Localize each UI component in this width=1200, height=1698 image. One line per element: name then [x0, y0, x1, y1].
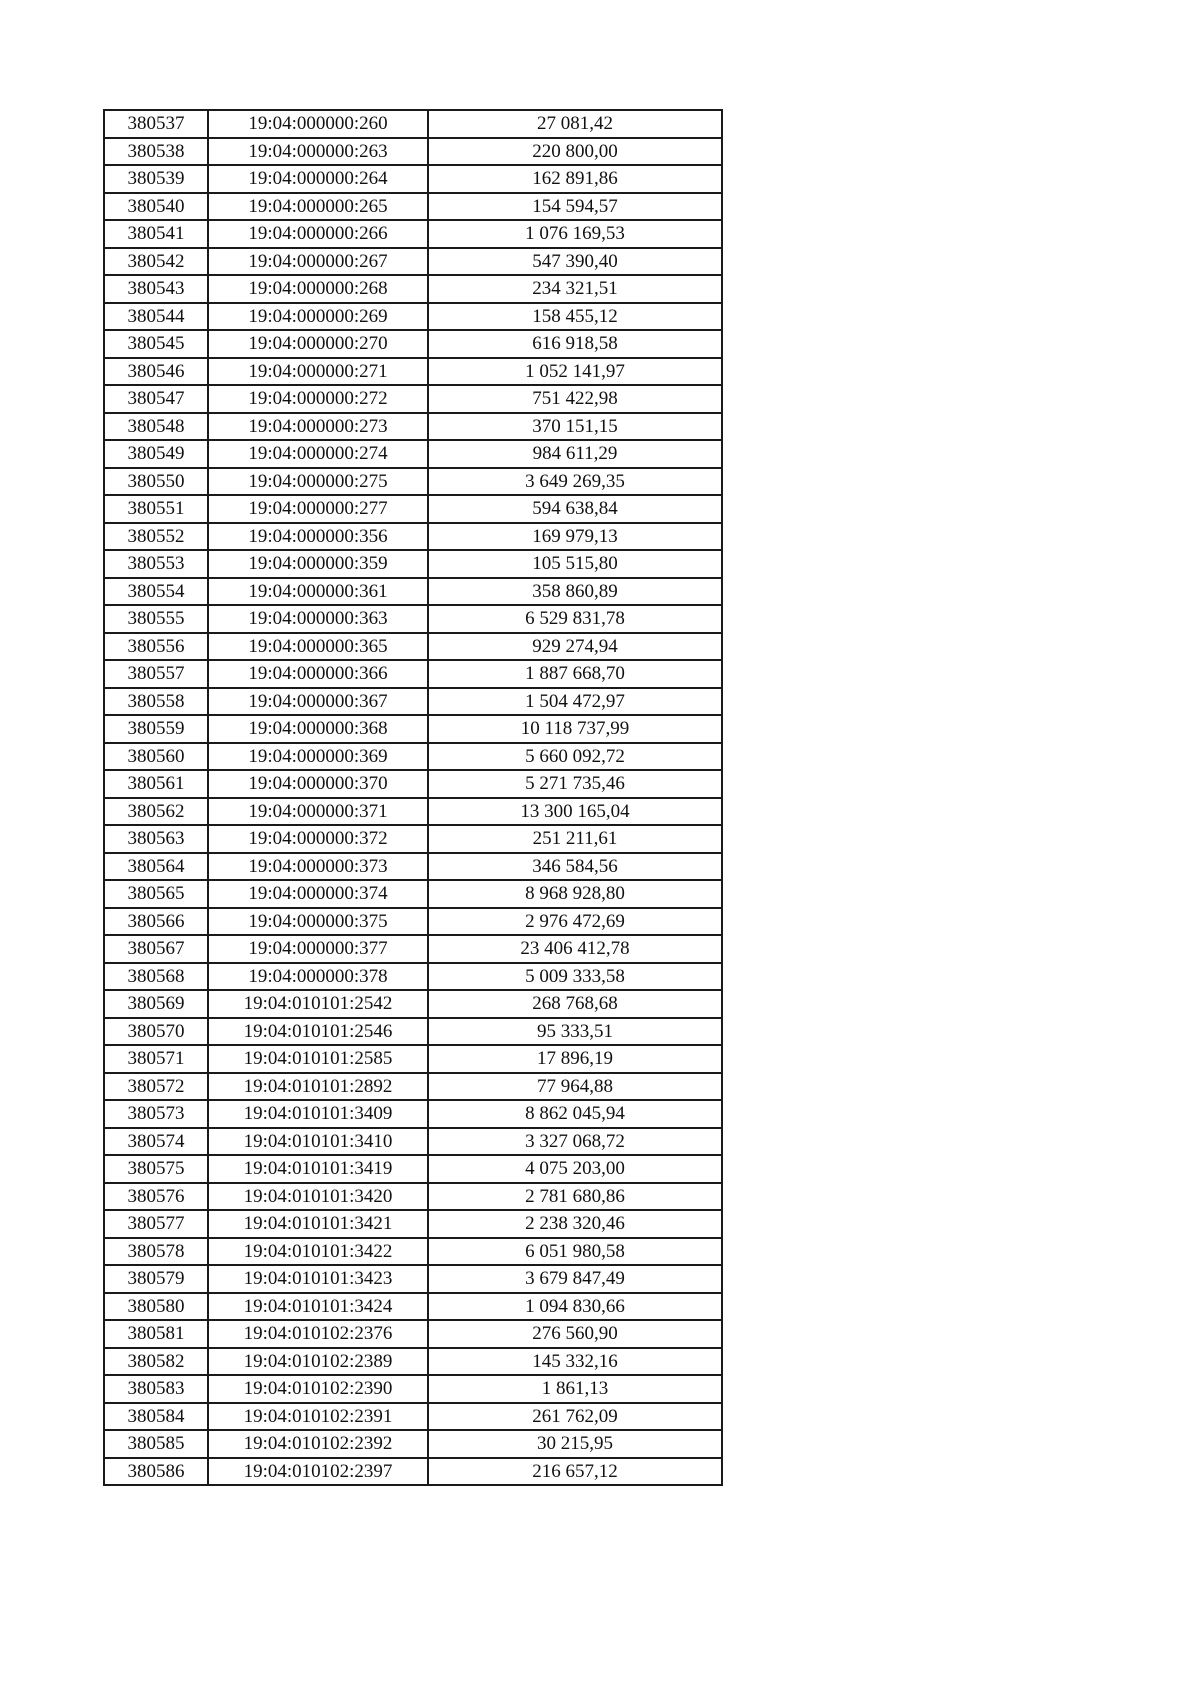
cadastral-number-cell: 19:04:010101:3410	[208, 1128, 428, 1156]
cadastral-number-cell: 19:04:000000:361	[208, 578, 428, 606]
cadastral-number-cell: 19:04:010101:3419	[208, 1155, 428, 1183]
value-cell: 162 891,86	[428, 165, 722, 193]
value-cell: 6 051 980,58	[428, 1238, 722, 1266]
cadastral-number-cell: 19:04:000000:377	[208, 935, 428, 963]
cadastral-number-cell: 19:04:010101:3422	[208, 1238, 428, 1266]
value-cell: 358 860,89	[428, 578, 722, 606]
table-row	[104, 1155, 722, 1183]
table-row	[104, 715, 722, 743]
row-number-cell: 380571	[104, 1045, 208, 1073]
table-row	[104, 688, 722, 716]
value-cell: 216 657,12	[428, 1458, 722, 1486]
table-row	[104, 1403, 722, 1431]
row-number-cell: 380552	[104, 523, 208, 551]
cadastral-number-cell: 19:04:000000:368	[208, 715, 428, 743]
row-number-cell: 380586	[104, 1458, 208, 1486]
value-cell: 105 515,80	[428, 550, 722, 578]
row-number-cell: 380543	[104, 275, 208, 303]
row-number-cell: 380540	[104, 193, 208, 221]
table-row	[104, 990, 722, 1018]
table-row	[104, 1183, 722, 1211]
cadastral-number-cell: 19:04:000000:370	[208, 770, 428, 798]
cadastral-number-cell: 19:04:000000:277	[208, 495, 428, 523]
value-cell: 13 300 165,04	[428, 798, 722, 826]
value-cell: 751 422,98	[428, 385, 722, 413]
value-cell: 547 390,40	[428, 248, 722, 276]
value-cell: 261 762,09	[428, 1403, 722, 1431]
row-number-cell: 380575	[104, 1155, 208, 1183]
cadastral-number-cell: 19:04:010102:2376	[208, 1320, 428, 1348]
row-number-cell: 380578	[104, 1238, 208, 1266]
row-number-cell: 380582	[104, 1348, 208, 1376]
row-number-cell: 380565	[104, 880, 208, 908]
table-row	[104, 1348, 722, 1376]
row-number-cell: 380551	[104, 495, 208, 523]
value-cell: 17 896,19	[428, 1045, 722, 1073]
table-row	[104, 358, 722, 386]
row-number-cell: 380544	[104, 303, 208, 331]
value-cell: 154 594,57	[428, 193, 722, 221]
row-number-cell: 380539	[104, 165, 208, 193]
value-cell: 3 649 269,35	[428, 468, 722, 496]
row-number-cell: 380553	[104, 550, 208, 578]
table-row	[104, 660, 722, 688]
value-cell: 1 861,13	[428, 1375, 722, 1403]
table-row	[104, 220, 722, 248]
cadastral-number-cell: 19:04:000000:274	[208, 440, 428, 468]
row-number-cell: 380577	[104, 1210, 208, 1238]
value-cell: 220 800,00	[428, 138, 722, 166]
row-number-cell: 380580	[104, 1293, 208, 1321]
value-cell: 77 964,88	[428, 1073, 722, 1101]
cadastral-number-cell: 19:04:000000:273	[208, 413, 428, 441]
value-cell: 251 211,61	[428, 825, 722, 853]
table-row	[104, 1375, 722, 1403]
row-number-cell: 380555	[104, 605, 208, 633]
value-cell: 5 271 735,46	[428, 770, 722, 798]
cadastral-number-cell: 19:04:010101:2542	[208, 990, 428, 1018]
row-number-cell: 380545	[104, 330, 208, 358]
cadastral-number-cell: 19:04:000000:359	[208, 550, 428, 578]
table-row	[104, 1210, 722, 1238]
table-row	[104, 1430, 722, 1458]
value-cell: 1 094 830,66	[428, 1293, 722, 1321]
cadastral-number-cell: 19:04:000000:268	[208, 275, 428, 303]
table-row	[104, 1018, 722, 1046]
cadastral-number-cell: 19:04:000000:266	[208, 220, 428, 248]
value-cell: 616 918,58	[428, 330, 722, 358]
row-number-cell: 380576	[104, 1183, 208, 1211]
row-number-cell: 380560	[104, 743, 208, 771]
cadastral-number-cell: 19:04:010101:3424	[208, 1293, 428, 1321]
table-row	[104, 1073, 722, 1101]
value-cell: 169 979,13	[428, 523, 722, 551]
value-cell: 1 076 169,53	[428, 220, 722, 248]
table-row	[104, 1458, 722, 1486]
value-cell: 6 529 831,78	[428, 605, 722, 633]
value-cell: 3 679 847,49	[428, 1265, 722, 1293]
table-row	[104, 935, 722, 963]
value-cell: 234 321,51	[428, 275, 722, 303]
value-cell: 276 560,90	[428, 1320, 722, 1348]
value-cell: 346 584,56	[428, 853, 722, 881]
value-cell: 370 151,15	[428, 413, 722, 441]
cadastral-number-cell: 19:04:010101:2546	[208, 1018, 428, 1046]
row-number-cell: 380584	[104, 1403, 208, 1431]
cadastral-number-cell: 19:04:000000:369	[208, 743, 428, 771]
cadastral-number-cell: 19:04:000000:260	[208, 110, 428, 138]
cadastral-number-cell: 19:04:000000:371	[208, 798, 428, 826]
table-row	[104, 1293, 722, 1321]
value-cell: 4 075 203,00	[428, 1155, 722, 1183]
cadastral-number-cell: 19:04:000000:270	[208, 330, 428, 358]
table-row	[104, 330, 722, 358]
table-row	[104, 743, 722, 771]
table-body	[104, 110, 722, 1485]
row-number-cell: 380569	[104, 990, 208, 1018]
table-row	[104, 303, 722, 331]
row-number-cell: 380572	[104, 1073, 208, 1101]
cadastral-number-cell: 19:04:000000:378	[208, 963, 428, 991]
cadastral-number-cell: 19:04:000000:365	[208, 633, 428, 661]
cadastral-number-cell: 19:04:010101:2892	[208, 1073, 428, 1101]
row-number-cell: 380556	[104, 633, 208, 661]
table-row	[104, 165, 722, 193]
table-row	[104, 523, 722, 551]
cadastral-number-cell: 19:04:010102:2389	[208, 1348, 428, 1376]
table-row	[104, 385, 722, 413]
row-number-cell: 380573	[104, 1100, 208, 1128]
table-row	[104, 605, 722, 633]
table-row	[104, 798, 722, 826]
cadastral-number-cell: 19:04:010102:2390	[208, 1375, 428, 1403]
table-row	[104, 853, 722, 881]
cadastral-number-cell: 19:04:000000:375	[208, 908, 428, 936]
value-cell: 8 968 928,80	[428, 880, 722, 908]
table-row	[104, 248, 722, 276]
table-row	[104, 550, 722, 578]
value-cell: 594 638,84	[428, 495, 722, 523]
row-number-cell: 380574	[104, 1128, 208, 1156]
cadastral-number-cell: 19:04:000000:374	[208, 880, 428, 908]
value-cell: 3 327 068,72	[428, 1128, 722, 1156]
cadastral-number-cell: 19:04:000000:366	[208, 660, 428, 688]
row-number-cell: 380579	[104, 1265, 208, 1293]
cadastral-number-cell: 19:04:000000:264	[208, 165, 428, 193]
row-number-cell: 380566	[104, 908, 208, 936]
table-row	[104, 110, 722, 138]
cadastral-number-cell: 19:04:010101:2585	[208, 1045, 428, 1073]
row-number-cell: 380549	[104, 440, 208, 468]
cadastral-number-cell: 19:04:000000:367	[208, 688, 428, 716]
value-cell: 23 406 412,78	[428, 935, 722, 963]
table-row	[104, 770, 722, 798]
row-number-cell: 380558	[104, 688, 208, 716]
row-number-cell: 380583	[104, 1375, 208, 1403]
table-row	[104, 963, 722, 991]
table-row	[104, 578, 722, 606]
cadastral-number-cell: 19:04:000000:271	[208, 358, 428, 386]
value-cell: 268 768,68	[428, 990, 722, 1018]
row-number-cell: 380568	[104, 963, 208, 991]
value-cell: 2 781 680,86	[428, 1183, 722, 1211]
value-cell: 5 009 333,58	[428, 963, 722, 991]
value-cell: 95 333,51	[428, 1018, 722, 1046]
cadastral-number-cell: 19:04:010101:3409	[208, 1100, 428, 1128]
cadastral-number-cell: 19:04:000000:269	[208, 303, 428, 331]
row-number-cell: 380548	[104, 413, 208, 441]
cadastral-number-cell: 19:04:000000:272	[208, 385, 428, 413]
cadastral-number-cell: 19:04:000000:363	[208, 605, 428, 633]
row-number-cell: 380567	[104, 935, 208, 963]
table-row	[104, 275, 722, 303]
cadastral-number-cell: 19:04:000000:263	[208, 138, 428, 166]
row-number-cell: 380570	[104, 1018, 208, 1046]
table-row	[104, 1100, 722, 1128]
table-row	[104, 908, 722, 936]
value-cell: 10 118 737,99	[428, 715, 722, 743]
row-number-cell: 380581	[104, 1320, 208, 1348]
row-number-cell: 380546	[104, 358, 208, 386]
value-cell: 8 862 045,94	[428, 1100, 722, 1128]
cadastral-number-cell: 19:04:010101:3421	[208, 1210, 428, 1238]
table-row	[104, 193, 722, 221]
table-row	[104, 495, 722, 523]
cadastral-number-cell: 19:04:010102:2397	[208, 1458, 428, 1486]
cadastral-number-cell: 19:04:000000:275	[208, 468, 428, 496]
row-number-cell: 380563	[104, 825, 208, 853]
table-row	[104, 440, 722, 468]
value-cell: 2 238 320,46	[428, 1210, 722, 1238]
row-number-cell: 380585	[104, 1430, 208, 1458]
table-row	[104, 825, 722, 853]
cadastral-number-cell: 19:04:000000:372	[208, 825, 428, 853]
cadastral-number-cell: 19:04:010102:2391	[208, 1403, 428, 1431]
table-row	[104, 633, 722, 661]
row-number-cell: 380562	[104, 798, 208, 826]
table-row	[104, 880, 722, 908]
table-row	[104, 1265, 722, 1293]
value-cell: 929 274,94	[428, 633, 722, 661]
cadastral-number-cell: 19:04:010102:2392	[208, 1430, 428, 1458]
value-cell: 30 215,95	[428, 1430, 722, 1458]
row-number-cell: 380541	[104, 220, 208, 248]
row-number-cell: 380557	[104, 660, 208, 688]
value-cell: 984 611,29	[428, 440, 722, 468]
value-cell: 1 052 141,97	[428, 358, 722, 386]
value-cell: 1 887 668,70	[428, 660, 722, 688]
table-row	[104, 1128, 722, 1156]
row-number-cell: 380559	[104, 715, 208, 743]
row-number-cell: 380561	[104, 770, 208, 798]
data-table	[103, 109, 723, 1486]
cadastral-number-cell: 19:04:000000:373	[208, 853, 428, 881]
cadastral-number-cell: 19:04:000000:267	[208, 248, 428, 276]
cadastral-number-cell: 19:04:010101:3420	[208, 1183, 428, 1211]
table-row	[104, 1238, 722, 1266]
value-cell: 158 455,12	[428, 303, 722, 331]
row-number-cell: 380550	[104, 468, 208, 496]
table-row	[104, 1045, 722, 1073]
row-number-cell: 380547	[104, 385, 208, 413]
value-cell: 145 332,16	[428, 1348, 722, 1376]
value-cell: 2 976 472,69	[428, 908, 722, 936]
value-cell: 1 504 472,97	[428, 688, 722, 716]
table-row	[104, 413, 722, 441]
cadastral-number-cell: 19:04:000000:356	[208, 523, 428, 551]
cadastral-number-cell: 19:04:010101:3423	[208, 1265, 428, 1293]
table-row	[104, 468, 722, 496]
value-cell: 5 660 092,72	[428, 743, 722, 771]
table-row	[104, 138, 722, 166]
table-row	[104, 1320, 722, 1348]
row-number-cell: 380564	[104, 853, 208, 881]
value-cell: 27 081,42	[428, 110, 722, 138]
cadastral-number-cell: 19:04:000000:265	[208, 193, 428, 221]
row-number-cell: 380542	[104, 248, 208, 276]
row-number-cell: 380538	[104, 138, 208, 166]
row-number-cell: 380537	[104, 110, 208, 138]
row-number-cell: 380554	[104, 578, 208, 606]
